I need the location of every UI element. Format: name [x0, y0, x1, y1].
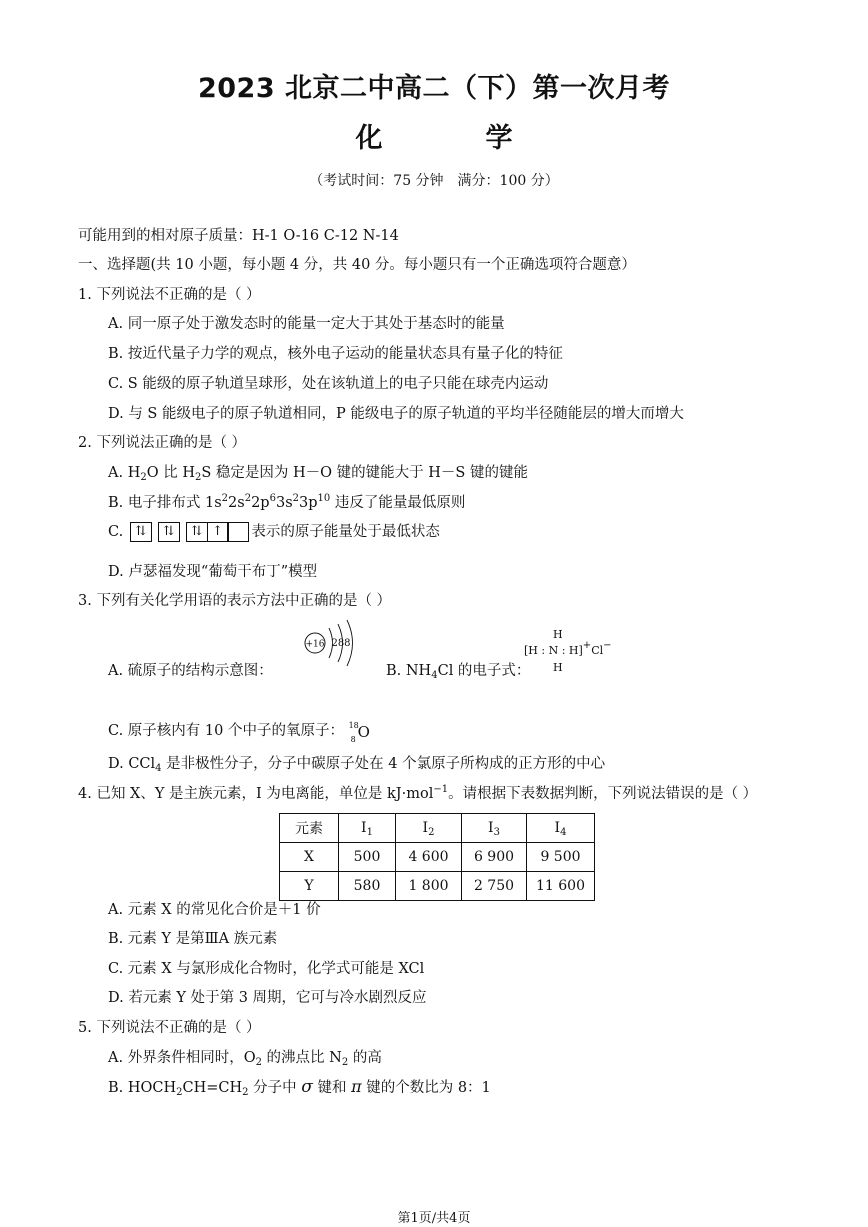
orbital-box: ↑	[207, 522, 229, 542]
table-header-cell: $I_3$	[462, 814, 527, 843]
q2-option-d: D. 卢瑟福发现“葡萄干布丁”模型	[108, 564, 318, 580]
q4-option-c: C. 元素 X 与氯形成化合物时，化学式可能是 XCl	[108, 961, 425, 977]
q2-option-b: B. 电子排布式 $1s^22s^22p^63s^23p^{10}$ 违反了能量最低原则	[108, 493, 466, 511]
q5-stem: 5. 下列说法不正确的是（ ）	[78, 1020, 261, 1036]
sulfur-shells: 288	[331, 638, 351, 649]
table-cell: Y	[280, 872, 339, 901]
q1-option-d: D. 与 S 能级电子的原子轨道相同，P 能级电子的原子轨道的平均半径随能层的增大而增大	[108, 406, 684, 422]
q4-option-b: B. 元素 Y 是第ⅢA 族元素	[108, 931, 278, 947]
table-cell: 6 900	[462, 843, 527, 872]
sulfur-nucleus: +16	[305, 639, 325, 650]
subject-title: 化 学	[355, 123, 551, 154]
table-cell: 9 500	[527, 843, 595, 872]
q3-option-c: C. 原子核内有 10 个中子的氧原子： 18 8 O	[108, 721, 370, 744]
table-cell: 1 800	[396, 872, 462, 901]
q3-option-a: A. 硫原子的结构示意图：	[108, 663, 273, 679]
q1-option-a: A. 同一原子处于激发态时的能量一定大于其处于基态时的能量	[108, 316, 505, 332]
exam-info: （考试时间：75 分钟 满分：100 分）	[309, 173, 559, 189]
table-header-cell: $I_1$	[339, 814, 396, 843]
q4-option-d: D. 若元素 Y 处于第 3 周期，它可与冷水剧烈反应	[108, 990, 427, 1006]
table-header-cell: 元素	[280, 814, 339, 843]
q1-option-b: B. 按近代量子力学的观点，核外电子运动的能量状态具有量子化的特征	[108, 346, 563, 362]
table-cell: 11 600	[527, 872, 595, 901]
q5-option-b: B. $HOCH_2CH=CH_2$ 分子中 σ 键和 π 键的个数比为 8：1	[108, 1077, 491, 1098]
q2-stem: 2. 下列说法正确的是（ ）	[78, 435, 247, 451]
table-header-cell: $I_4$	[527, 814, 595, 843]
orbital-box: ⇅	[130, 522, 152, 542]
ionization-energy-table	[279, 813, 595, 901]
table-cell: 2 750	[462, 872, 527, 901]
q3-stem: 3. 下列有关化学用语的表示方法中正确的是（ ）	[78, 593, 392, 609]
section-heading: 一、选择题(共 10 小题，每小题 4 分，共 40 分。每小题只有一个正确选项符合题意）	[78, 257, 636, 273]
orbital-box: ⇅	[186, 522, 208, 542]
atomic-mass-note: 可能用到的相对原子质量：H-1 O-16 C-12 N-14	[78, 228, 399, 244]
page-footer: 第1页/共4页	[397, 1211, 471, 1226]
table-row	[280, 843, 595, 872]
q4-option-a: A. 元素 X 的常见化合价是＋1 价	[108, 902, 321, 918]
table-cell: 580	[339, 872, 396, 901]
orbital-box	[227, 522, 249, 542]
q2-option-c: C. ⇅ ⇅ ⇅ ↑ 表示的原子能量处于最低状态	[108, 524, 440, 540]
sulfur-atom-diagram	[302, 618, 364, 668]
q3-option-d: D. CCl$_4$ 是非极性分子，分子中碳原子处在 4 个氯原子所构成的正方形的中心	[108, 756, 606, 774]
exam-title: 2023 北京二中高二（下）第一次月考	[197, 73, 671, 104]
table-header-cell: $I_2$	[396, 814, 462, 843]
table-cell: 500	[339, 843, 396, 872]
oxygen-isotope: 18 8 O	[348, 721, 370, 744]
table-cell: 4 600	[396, 843, 462, 872]
table-row	[280, 872, 595, 901]
table-header-row	[280, 814, 595, 843]
table-cell: X	[280, 843, 339, 872]
q1-option-c: C. S 能级的原子轨道呈球形，处在该轨道上的电子只能在球壳内运动	[108, 376, 549, 392]
q1-stem: 1. 下列说法不正确的是（ ）	[78, 287, 261, 303]
q4-stem: 4. 已知 X、Y 是主族元素，I 为电离能，单位是 kJ·mol$^{-1}$。请根据下表数据判断，下列说法错误的是（ ）	[78, 784, 758, 802]
nh4cl-electron-formula: H [H : N : H]+Cl− H	[524, 628, 612, 674]
orbital-box: ⇅	[158, 522, 180, 542]
orbital-diagram	[130, 522, 250, 542]
q3-option-b: B. $NH_4Cl$ 的电子式：	[386, 663, 531, 681]
q5-option-a: A. 外界条件相同时，$O_2$ 的沸点比 $N_2$ 的高	[108, 1050, 382, 1068]
q2-option-a: A. $H_2O$ 比 $H_2S$ 稳定是因为 H－O 键的键能大于 H－S 键的键能	[108, 465, 528, 483]
